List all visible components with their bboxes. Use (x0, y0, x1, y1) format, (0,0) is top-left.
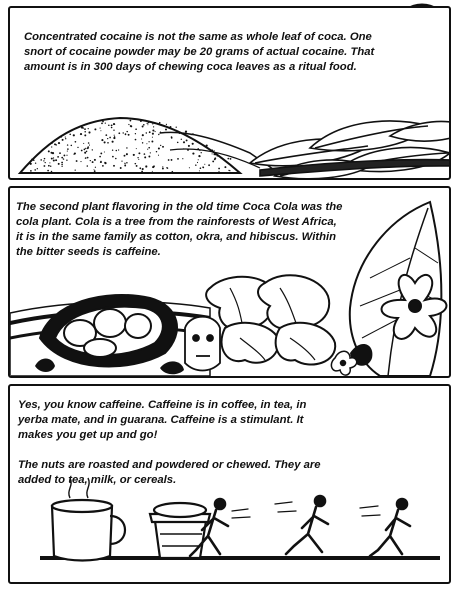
powder-dot (59, 152, 61, 154)
powder-dot (133, 154, 135, 156)
cola-nuts (206, 275, 335, 364)
powder-dot (89, 145, 90, 146)
powder-dot (218, 168, 220, 170)
powder-dot (135, 139, 137, 141)
powder-dot (51, 171, 53, 173)
powder-dot (77, 147, 78, 148)
powder-dot (128, 124, 129, 125)
powder-dot (168, 159, 170, 161)
powder-dot (51, 146, 52, 147)
powder-dot (135, 163, 137, 165)
powder-dot (63, 158, 64, 159)
powder-dot (136, 148, 137, 149)
powder-dot (92, 161, 94, 163)
powder-dot (139, 167, 141, 169)
powder-dot (81, 150, 83, 152)
powder-dot (126, 131, 127, 132)
powder-dot (218, 171, 219, 172)
powder-dot (67, 151, 68, 152)
powder-dot (69, 134, 71, 136)
powder-dot (58, 142, 60, 144)
powder-dot (165, 126, 166, 127)
powder-dot (30, 170, 32, 172)
powder-dot (85, 148, 86, 149)
powder-dot (159, 122, 161, 124)
powder-dot (159, 132, 160, 133)
panel-caffeine (8, 384, 451, 584)
powder-dot (84, 128, 86, 130)
powder-dot (148, 122, 149, 123)
powder-dot (135, 133, 136, 134)
powder-dot (126, 147, 127, 148)
powder-dot (116, 150, 118, 152)
powder-dot (112, 156, 114, 158)
powder-dot (63, 154, 65, 156)
powder-dot (192, 153, 194, 155)
powder-dot (65, 138, 66, 139)
powder-dot (130, 125, 132, 127)
powder-dot (51, 158, 53, 160)
powder-dot (102, 121, 104, 123)
powder-dot (197, 148, 199, 150)
powder-dot (65, 137, 66, 138)
powder-dot (88, 128, 89, 129)
powder-dot (179, 132, 181, 134)
powder-dot (108, 125, 110, 127)
powder-dot (74, 152, 76, 154)
powder-dot (104, 141, 106, 143)
powder-dot (49, 162, 50, 163)
powder-dot (94, 159, 96, 161)
powder-dot (40, 159, 42, 161)
powder-dot (147, 124, 148, 125)
powder-dot (57, 156, 59, 158)
coca-powder-and-leaves-illustration (10, 8, 451, 180)
powder-dot (105, 134, 107, 136)
powder-dot (80, 133, 82, 135)
powder-dot (176, 127, 177, 128)
powder-dot (146, 123, 147, 124)
powder-dot (204, 164, 205, 165)
powder-dot (167, 167, 169, 169)
powder-dot (66, 159, 67, 160)
powder-dot (177, 158, 179, 160)
powder-dot (195, 164, 197, 166)
powder-dot (212, 160, 214, 162)
powder-dot (142, 126, 144, 128)
powder-dot (199, 170, 200, 171)
powder-dot (158, 155, 159, 156)
runner-figure (360, 499, 410, 556)
powder-dot (43, 160, 44, 161)
powder-dot (31, 159, 33, 161)
panel-3-caption: Yes, you know caffeine. Caffeine is in coffee, in tea, in yerba mate, and in guarana. Caffeine is a stimulant. It makes you get up and go! The nuts are roasted and powdered or chewed. They are added to tea, milk, or cereals. (18, 399, 321, 486)
powder-dot (142, 169, 143, 170)
panel-coca (8, 6, 451, 180)
powder-dot (152, 166, 154, 168)
coca-leaves-pile (250, 121, 451, 179)
powder-dot (95, 167, 96, 168)
powder-dot (185, 133, 186, 134)
caffeine-energy-illustration (10, 386, 451, 584)
powder-dot (198, 159, 199, 160)
powder-dot (123, 132, 124, 133)
powder-dot (181, 139, 182, 140)
powder-dot (138, 152, 140, 154)
powder-dot (100, 152, 102, 154)
powder-dot (71, 145, 73, 147)
powder-dot (107, 142, 109, 144)
powder-dot (183, 133, 184, 134)
powder-dot (51, 152, 53, 154)
powder-dot (166, 124, 167, 125)
powder-dot (217, 155, 218, 156)
powder-dot (214, 158, 216, 160)
powder-dot (87, 147, 89, 149)
powder-dot (100, 128, 101, 129)
powder-dot (158, 134, 159, 135)
powder-dot (214, 150, 215, 151)
powder-dot (83, 143, 84, 144)
powder-dot (109, 137, 111, 139)
powder-dot (153, 126, 154, 127)
powder-dot (124, 155, 126, 157)
powder-dot (104, 151, 105, 152)
powder-dot (86, 151, 87, 152)
powder-dot (51, 143, 52, 144)
powder-dot (135, 128, 137, 130)
powder-dot (87, 157, 89, 159)
powder-dot (113, 165, 115, 167)
powder-dot (67, 144, 68, 145)
powder-dot (162, 166, 163, 167)
powder-dot (114, 124, 115, 125)
powder-dot (84, 149, 86, 151)
powder-dot (230, 158, 232, 160)
powder-dot (33, 159, 35, 161)
powder-dot (192, 133, 194, 135)
powder-dot (104, 162, 106, 164)
powder-dot (55, 159, 57, 161)
powder-dot (90, 160, 91, 161)
powder-dot (115, 158, 117, 160)
powder-dot (224, 166, 226, 168)
powder-dot (214, 154, 216, 156)
powder-dot (76, 160, 78, 162)
powder-dot (212, 153, 213, 154)
carved-mask (185, 317, 220, 371)
powder-dot (94, 169, 95, 170)
powder-dot (152, 123, 153, 124)
powder-dot (113, 130, 114, 131)
powder-dot (156, 151, 157, 152)
powder-dot (100, 130, 101, 131)
powder-dot (143, 124, 145, 126)
powder-dot (198, 155, 200, 157)
cola-plant-illustration (10, 188, 451, 378)
powder-dot (75, 169, 76, 170)
coffee-mug (52, 478, 125, 561)
powder-dot (61, 162, 63, 164)
powder-dot (152, 129, 154, 131)
powder-dot (162, 168, 164, 170)
panel-1-caption: Concentrated cocaine is not the same as whole leaf of coca. One snort of cocaine powder may be 20 grams of actual cocaine. That amount is in 300 days of chewing coca leaves as a ritual food. (24, 31, 375, 73)
powder-dot (155, 131, 156, 132)
powder-dot (188, 145, 190, 147)
powder-dot (211, 149, 213, 151)
powder-dot (152, 133, 154, 135)
panel-2-caption: The second plant flavoring in the old time Coca Cola was the cola plant. Cola is a tree from the rainforests of West Africa, it is in the same family as cotton, okra, and hibiscus. Within the bitter seeds is caffeine. (16, 201, 343, 258)
powder-dot (183, 148, 184, 149)
powder-dot (85, 157, 87, 159)
powder-dot (43, 165, 45, 167)
powder-dot (112, 150, 113, 151)
powder-dot (99, 156, 101, 158)
powder-dot (112, 141, 114, 143)
powder-dot (201, 152, 202, 153)
powder-dot (186, 139, 188, 141)
powder-dot (75, 141, 77, 143)
powder-dot (183, 141, 185, 143)
powder-dot (142, 134, 144, 136)
powder-dot (44, 158, 46, 160)
powder-dot (48, 150, 50, 152)
powder-dot (185, 131, 187, 133)
powder-dot (200, 167, 202, 169)
powder-dot (37, 168, 38, 169)
powder-dot (145, 165, 147, 167)
powder-dot (84, 134, 86, 136)
powder-dot (208, 164, 210, 166)
powder-dot (182, 158, 183, 159)
powder-dot (58, 163, 60, 165)
powder-dot (118, 132, 120, 134)
powder-dot (92, 149, 93, 150)
powder-dot (220, 158, 221, 159)
powder-dot (45, 162, 46, 163)
powder-dot (219, 156, 220, 157)
powder-dot (102, 165, 104, 167)
powder-dot (94, 170, 96, 172)
powder-dot (80, 161, 81, 162)
powder-dot (53, 159, 55, 161)
powder-dot (66, 155, 67, 156)
powder-dot (162, 146, 164, 148)
powder-dot (113, 137, 115, 139)
powder-dot (61, 164, 63, 166)
powder-dot (140, 120, 142, 122)
powder-dot (126, 162, 128, 164)
powder-dot (152, 137, 153, 138)
powder-dot (120, 167, 122, 169)
powder-dot (148, 141, 149, 142)
powder-dot (147, 149, 148, 150)
panel-cola (8, 186, 451, 378)
powder-dot (62, 139, 64, 141)
powder-dot (150, 152, 151, 153)
powder-dot (73, 134, 75, 136)
powder-dot (137, 157, 138, 158)
powder-dot (84, 152, 86, 154)
powder-dot (206, 145, 208, 147)
powder-dot (67, 148, 69, 150)
powder-dot (199, 150, 200, 151)
powder-dot (171, 136, 173, 138)
powder-dot (141, 138, 142, 139)
powder-dot (121, 161, 122, 162)
powder-dot (125, 163, 126, 164)
powder-dot (141, 171, 143, 173)
powder-dot (228, 170, 229, 171)
powder-dot (187, 149, 189, 151)
powder-dot (84, 131, 86, 133)
powder-dot (61, 157, 63, 159)
runner-figure (275, 496, 328, 554)
powder-dot (146, 132, 147, 133)
powder-dot (189, 167, 190, 168)
powder-dot (197, 162, 198, 163)
powder-dot (138, 159, 139, 160)
powder-dot (144, 153, 146, 155)
powder-dot (126, 153, 128, 155)
powder-dot (111, 127, 113, 129)
powder-dot (47, 170, 49, 172)
powder-dot (107, 138, 108, 139)
powder-dot (158, 147, 160, 149)
powder-dot (124, 165, 126, 167)
powder-dot (105, 122, 106, 123)
powder-dot (136, 165, 138, 167)
powder-dot (148, 156, 150, 158)
powder-dot (152, 171, 153, 172)
powder-dot (148, 147, 150, 149)
powder-dot (101, 139, 103, 141)
powder-dot (144, 156, 146, 158)
powder-dot (50, 165, 51, 166)
powder-dot (87, 165, 89, 167)
powder-dot (142, 142, 143, 143)
powder-dot (128, 134, 130, 136)
powder-dot (125, 133, 127, 135)
powder-dot (130, 120, 132, 122)
powder-dot (100, 161, 102, 163)
powder-dot (61, 166, 62, 167)
powder-dot (118, 149, 119, 150)
powder-dot (171, 159, 173, 161)
powder-dot (170, 126, 172, 128)
powder-dot (53, 157, 54, 158)
powder-dot (177, 142, 179, 144)
powder-dot (81, 127, 83, 129)
powder-dot (34, 169, 36, 171)
powder-dot (54, 143, 56, 145)
powder-dot (88, 131, 90, 133)
powder-dot (160, 145, 161, 146)
powder-dot (145, 120, 146, 121)
powder-dot (202, 166, 204, 168)
powder-dot (146, 143, 147, 144)
powder-dot (172, 171, 174, 173)
powder-dot (192, 143, 194, 145)
powder-dot (111, 124, 113, 126)
powder-dot (165, 129, 167, 131)
powder-dot (227, 158, 229, 160)
powder-dot (229, 163, 230, 164)
powder-dot (88, 142, 90, 144)
powder-dot (114, 135, 115, 136)
powder-dot (35, 163, 36, 164)
powder-dot (191, 134, 192, 135)
powder-dot (149, 131, 151, 133)
powder-dot (60, 136, 62, 138)
powder-dot (151, 141, 153, 143)
powder-dot (48, 165, 49, 166)
powder-dot (30, 163, 32, 165)
powder-dot (94, 128, 96, 130)
powder-dot (101, 123, 103, 125)
